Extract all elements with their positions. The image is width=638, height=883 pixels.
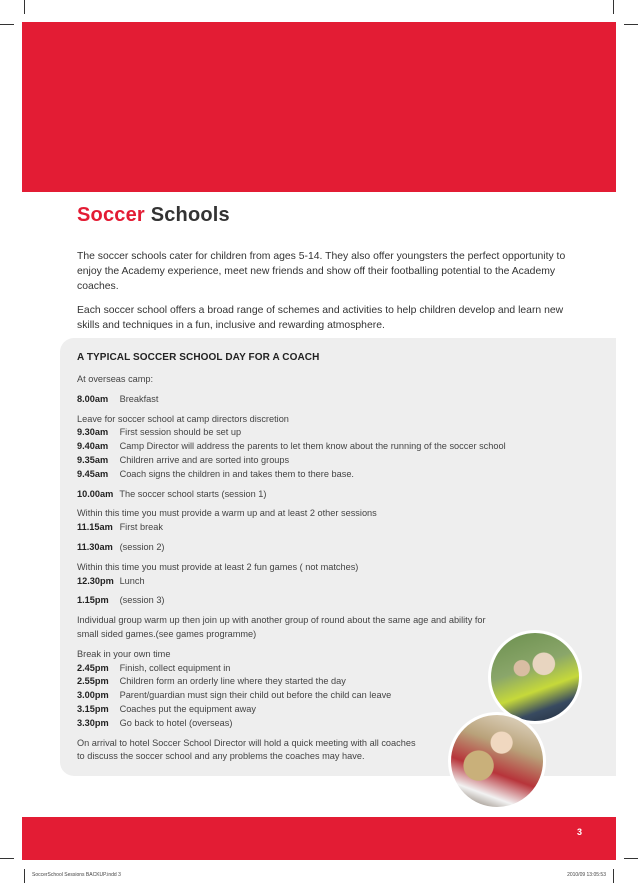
- photo-children-in-bibs: [488, 630, 582, 724]
- schedule-time: 9.45am: [77, 468, 109, 479]
- schedule-text: Camp Director will address the parents to let them know about the running of the soccer school: [119, 441, 506, 452]
- intro-text: [77, 249, 587, 342]
- crop-mark: [24, 869, 25, 883]
- crop-mark: [613, 869, 614, 883]
- schedule-line: [77, 393, 557, 407]
- schedule-line: [77, 468, 557, 482]
- crop-mark: [24, 0, 25, 14]
- schedule-time: 10.00am: [77, 488, 114, 499]
- schedule-text: On arrival to hotel Soccer School Director will hold a quick meeting with all coaches: [77, 737, 416, 748]
- schedule-time: 9.30am: [77, 427, 109, 438]
- schedule-text: Go back to hotel (overseas): [119, 717, 233, 728]
- schedule-line: [77, 561, 557, 575]
- schedule-line: [77, 488, 557, 502]
- slug-date: 2010/09 13:05:53: [567, 872, 606, 878]
- schedule-text: Parent/guardian must sign their child out before the child can leave: [119, 690, 392, 701]
- schedule-line: [77, 662, 557, 676]
- schedule-line: [77, 614, 557, 628]
- crop-mark: [624, 24, 638, 25]
- schedule-text: Within this time you must provide at least 2 fun games ( not matches): [77, 561, 359, 572]
- schedule-text: Coach signs the children in and takes them to there base.: [119, 468, 354, 479]
- schedule-line: [77, 648, 557, 662]
- schedule-text: Leave for soccer school at camp directors discretion: [77, 413, 289, 424]
- schedule-line: [77, 628, 557, 642]
- title-red-part: Soccer: [77, 204, 145, 226]
- schedule-line: [77, 541, 557, 555]
- schedule-blocks: [77, 373, 557, 764]
- schedule-text: Children form an orderly line where they started the day: [119, 676, 346, 687]
- footer-band: [22, 817, 616, 860]
- schedule-text: to discuss the soccer school and any problems the coaches may have.: [77, 751, 365, 762]
- page-number: 3: [576, 827, 582, 837]
- schedule-line: [77, 373, 557, 387]
- schedule-line: [77, 575, 557, 589]
- schedule-text: Individual group warm up then join up with another group of round about the same age and ability for: [77, 615, 486, 626]
- crop-mark: [0, 858, 14, 859]
- intro-paragraph: The soccer schools cater for children from ages 5-14. They also offer youngsters the perfect opportunity to enjoy the Academy experience, meet new friends and show off their footballing potential to the Academy coaches.: [77, 251, 566, 293]
- schedule-text: small sided games.(see games programme): [77, 628, 257, 639]
- schedule-line: [77, 413, 557, 427]
- schedule-text: The soccer school starts (session 1): [119, 488, 267, 499]
- crop-mark: [624, 858, 638, 859]
- schedule-text: At overseas camp:: [77, 374, 154, 384]
- schedule-text: (session 3): [119, 595, 165, 606]
- schedule-line: [77, 594, 557, 608]
- schedule-text: Finish, collect equipment in: [119, 662, 231, 673]
- schedule-text: First break: [119, 522, 163, 533]
- title-dark-part: Schools: [150, 204, 230, 226]
- schedule-time: 1.15pm: [77, 595, 109, 606]
- schedule-text: (session 2): [119, 541, 165, 552]
- schedule-time: 9.35am: [77, 454, 109, 465]
- schedule-text: First session should be set up: [119, 427, 242, 438]
- slug-file: SoccerSchool Sessions BACKUP.indd 3: [32, 872, 121, 878]
- schedule-time: 11.15am: [77, 522, 113, 533]
- schedule-time: 9.40am: [77, 441, 109, 452]
- schedule-time: 3.15pm: [77, 703, 109, 714]
- page-title: [77, 204, 230, 227]
- schedule-line: [77, 689, 557, 703]
- crop-mark: [613, 0, 614, 14]
- intro-paragraph: Each soccer school offers a broad range of schemes and activities to help children develop and learn new skills and techniques in a fun, inclusive and rewarding atmosphere.: [77, 305, 564, 332]
- schedule-time: 3.30pm: [77, 717, 109, 728]
- schedule-time: 11.30am: [77, 541, 113, 552]
- schedule-text: Break in your own time: [77, 648, 171, 659]
- photo-child-with-trophies: [448, 712, 546, 810]
- schedule-title: A TYPICAL SOCCER SCHOOL DAY FOR A COACH: [77, 352, 320, 363]
- schedule-time: 2.55pm: [77, 676, 109, 687]
- schedule-time: 12.30pm: [77, 575, 114, 586]
- schedule-time: 8.00am: [77, 393, 109, 404]
- schedule-text: Children arrive and are sorted into groups: [119, 454, 290, 465]
- schedule-text: Within this time you must provide a warm up and at least 2 other sessions: [77, 508, 377, 519]
- schedule-line: [77, 426, 557, 440]
- header-band: [22, 22, 616, 192]
- crop-mark: [0, 24, 14, 25]
- schedule-text: Breakfast: [119, 393, 159, 404]
- schedule-text: Coaches put the equipment away: [119, 703, 256, 714]
- schedule-time: 2.45pm: [77, 662, 109, 673]
- schedule-line: [77, 521, 557, 535]
- schedule-line: [77, 507, 557, 521]
- schedule-line: [77, 454, 557, 468]
- schedule-text: Lunch: [119, 575, 145, 586]
- schedule-time: 3.00pm: [77, 690, 109, 701]
- schedule-line: [77, 440, 557, 454]
- schedule-line: [77, 675, 557, 689]
- schedule: [77, 352, 557, 764]
